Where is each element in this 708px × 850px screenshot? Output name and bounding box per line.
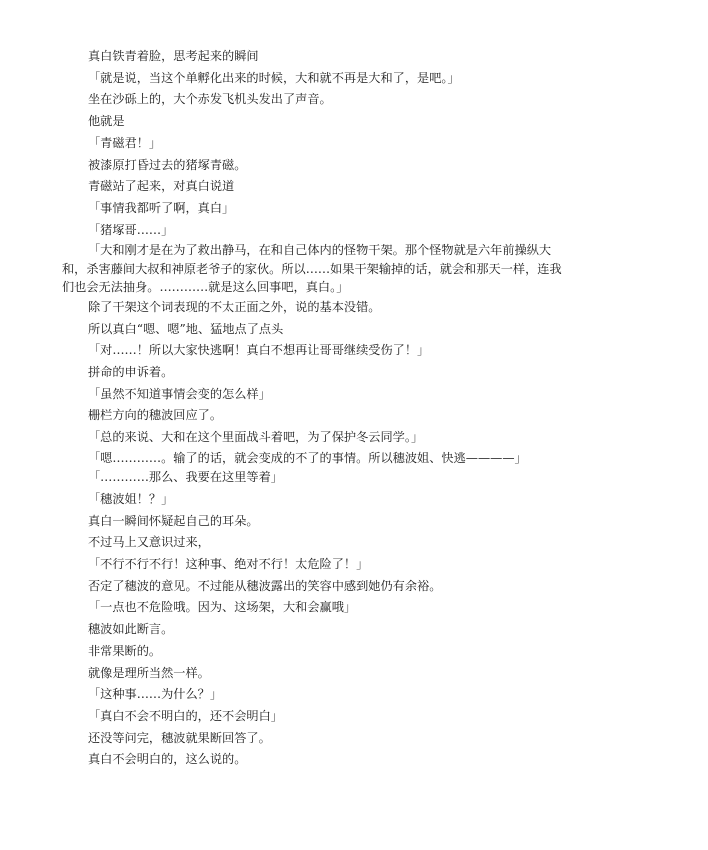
paragraph: 「事情我都听了啊，真白」 bbox=[88, 200, 235, 215]
paragraph: 真白一瞬间怀疑起自己的耳朵。 bbox=[88, 513, 259, 528]
paragraph: 「总的来说、大和在这个里面战斗着吧，为了保护冬云同学。」 bbox=[88, 430, 424, 445]
paragraph: 「虽然不知道事情会变的怎么样」 bbox=[88, 386, 271, 401]
paragraph: 「猪塚哥……」 bbox=[88, 222, 174, 237]
paragraph: 「嗯…………。输了的话，就会变成的不了的事情。所以穗波姐、快逃————」 bbox=[88, 450, 527, 465]
paragraph: 被漆原打昏过去的猪塚青磁。 bbox=[88, 157, 247, 172]
paragraph: 否定了穗波的意见。不过能从穗波露出的笑容中感到她仍有余裕。 bbox=[88, 578, 442, 593]
paragraph: 就像是理所当然一样。 bbox=[88, 665, 210, 680]
paragraph: 非常果断的。 bbox=[88, 643, 162, 658]
paragraph: 他就是 bbox=[88, 114, 125, 129]
paragraph: 「不行不行不行！这种事、绝对不行！太危险了！」 bbox=[88, 557, 369, 572]
paragraph: 「对……！所以大家快逃啊！真白不想再让哥哥继续受伤了！」 bbox=[88, 343, 430, 358]
paragraph: 「这种事……为什么？」 bbox=[88, 687, 223, 702]
paragraph: 栅栏方向的穗波回应了。 bbox=[88, 408, 223, 423]
paragraph: 青磁站了起来，对真白说道 bbox=[88, 179, 235, 194]
paragraph: 「就是说，当这个单孵化出来的时候，大和就不再是大和了，是吧。」 bbox=[88, 70, 460, 85]
paragraph: 还没等问完，穗波就果断回答了。 bbox=[88, 730, 271, 745]
paragraph: 「…………那么、我要在这里等着」 bbox=[88, 470, 283, 485]
paragraph: 除了干架这个词表现的不太正面之外，说的基本没错。 bbox=[88, 299, 381, 314]
paragraph: 真白铁青着脸，思考起来的瞬间 bbox=[88, 49, 259, 63]
document-page bbox=[62, 46, 562, 771]
paragraph: 不过马上又意识过来， bbox=[88, 535, 210, 550]
paragraph: 「真白不会不明白的，还不会明白」 bbox=[88, 708, 283, 723]
paragraph: 「穗波姐！？」 bbox=[88, 491, 174, 506]
paragraph: 穗波如此断言。 bbox=[88, 622, 174, 637]
paragraph: 「一点也不危险哦。因为、这场架，大和会赢哦」 bbox=[88, 600, 357, 615]
paragraph: 「青磁君！」 bbox=[88, 135, 162, 150]
paragraph: 拼命的申诉着。 bbox=[88, 364, 174, 379]
paragraph: 坐在沙砾上的，大个赤发飞机头发出了声音。 bbox=[88, 92, 332, 107]
paragraph: 所以真白“嗯、嗯”地、猛地点了点头 bbox=[88, 321, 284, 336]
paragraph: 「大和刚才是在为了救出静马，在和自己体内的怪物干架。那个怪物就是六年前操纵大和，杀害藤间大叔和神原老爷子的家伙。所以……如果干架输掉的话，就会和那天一样，连我们也会无法抽身。…………就是这么回事吧，真白。」 bbox=[62, 243, 562, 295]
paragraph: 真白不会明白的，这么说的。 bbox=[88, 752, 247, 767]
